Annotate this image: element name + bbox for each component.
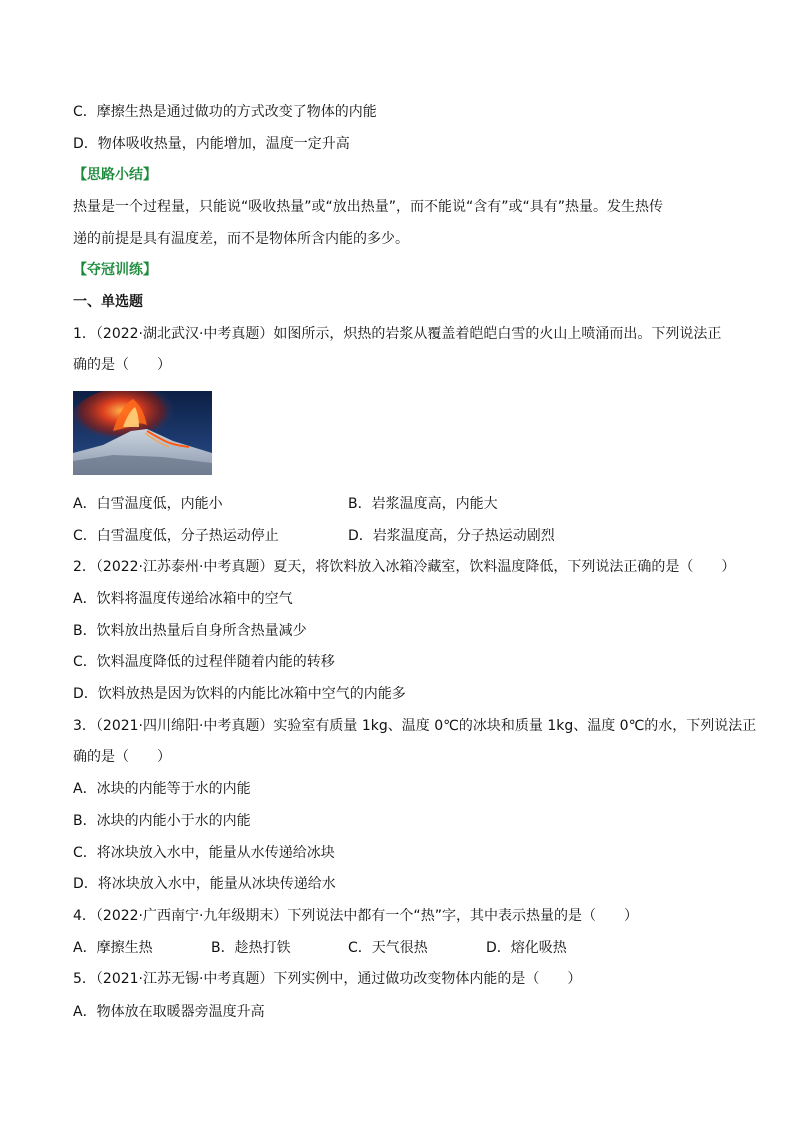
q4-stem: 4．（2022·广西南宁·九年级期末）下列说法中都有一个“热”字，其中表示热量的是（ ） [73,908,638,924]
summary-text-2: 递的前提是具有温度差，而不是物体所含内能的多少。 [73,231,409,247]
q4-option-a: A．摩擦生热 [73,940,153,956]
q2-option-c: C．饮料温度降低的过程伴随着内能的转移 [73,654,335,670]
option-c-prev: C．摩擦生热是通过做功的方式改变了物体的内能 [73,104,377,120]
q3-stem-line1: 3．（2021·四川绵阳·中考真题）实验室有质量 1kg、温度 0℃的冰块和质量 1kg、温度 0℃的水，下列说法正 [73,718,757,734]
summary-heading: 【思路小结】 [73,167,157,183]
q1-option-a: A．白雪温度低，内能小 [73,496,223,512]
q2-option-a: A．饮料将温度传递给冰箱中的空气 [73,591,293,607]
q1-stem-line1: 1．（2022·湖北武汉·中考真题）如图所示，炽热的岩浆从覆盖着皑皑白雪的火山上喷涌而出。下列说法正 [73,326,722,342]
volcano-image [73,391,212,475]
q3-stem-line2: 确的是（ ） [73,749,171,765]
q2-option-d: D．饮料放热是因为饮料的内能比冰箱中空气的内能多 [73,686,406,702]
q3-option-b: B．冰块的内能小于水的内能 [73,813,251,829]
q4-option-b: B．趁热打铁 [211,940,291,956]
q2-stem: 2．（2022·江苏泰州·中考真题）夏天，将饮料放入冰箱冷藏室，饮料温度降低，下列说法正确的是（ ） [73,559,736,575]
q1-option-d: D．岩浆温度高，分子热运动剧烈 [348,528,555,544]
q1-stem-line2: 确的是（ ） [73,357,171,373]
q3-option-a: A．冰块的内能等于水的内能 [73,781,251,797]
q5-option-a: A．物体放在取暖器旁温度升高 [73,1004,265,1020]
q3-option-c: C．将冰块放入水中，能量从水传递给冰块 [73,845,335,861]
option-d-prev: D．物体吸收热量，内能增加，温度一定升高 [73,136,350,152]
q4-option-c: C．天气很热 [348,940,428,956]
q1-option-c: C．白雪温度低，分子热运动停止 [73,528,279,544]
q1-option-b: B．岩浆温度高，内能大 [348,496,498,512]
training-heading: 【夺冠训练】 [73,262,157,278]
summary-text-1: 热量是一个过程量，只能说“吸收热量”或“放出热量”，而不能说“含有”或“具有”热量。发生热传 [73,199,664,215]
q3-option-d: D．将冰块放入水中，能量从冰块传递给水 [73,876,336,892]
q4-option-d: D．熔化吸热 [486,940,567,956]
q5-stem: 5．（2021·江苏无锡·中考真题）下列实例中，通过做功改变物体内能的是（ ） [73,971,582,987]
q2-option-b: B．饮料放出热量后自身所含热量减少 [73,623,307,639]
section-title: 一、单选题 [73,294,143,310]
